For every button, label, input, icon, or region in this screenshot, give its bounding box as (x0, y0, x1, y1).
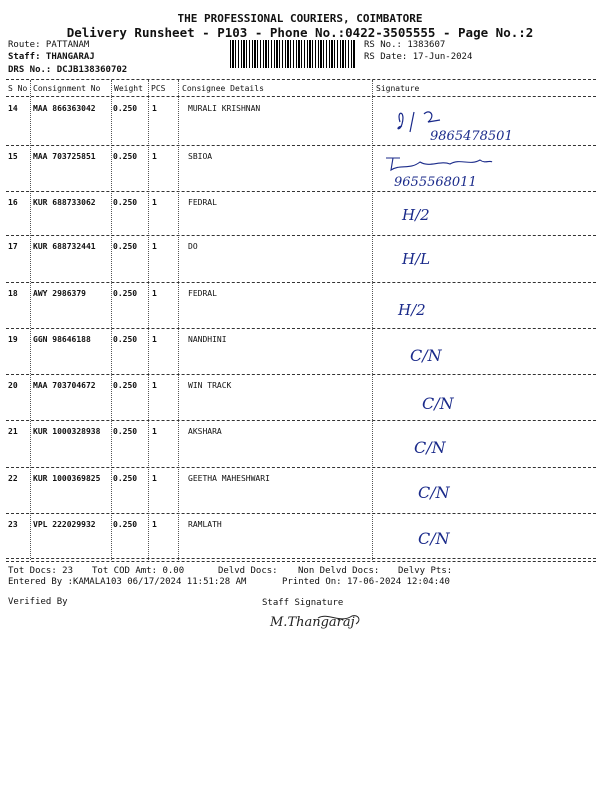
row-pcs: 1 (152, 335, 157, 344)
row-sno: 23 (8, 520, 18, 529)
row-consignment: GGN 98646188 (33, 335, 91, 344)
row-consignee: FEDRAL (188, 198, 217, 207)
row-pcs: 1 (152, 289, 157, 298)
table-row (0, 194, 600, 241)
row-consignment: KUR 1000328938 (33, 427, 101, 436)
signature-phone: 9655568011 (394, 175, 477, 190)
handwritten-signature (380, 240, 580, 282)
signature-mark: C/N (414, 438, 446, 457)
row-weight: 0.250 (113, 104, 138, 113)
row-consignee: GEETHA MAHESHWARI (188, 474, 270, 483)
row-sno: 18 (8, 289, 18, 298)
row-rule (6, 467, 596, 468)
row-weight: 0.250 (113, 152, 138, 161)
row-consignment: MAA 866363042 (33, 104, 96, 113)
row-sno: 21 (8, 427, 18, 436)
signature-mark: C/N (418, 529, 450, 548)
row-rule (6, 374, 596, 375)
col-header-sno: S No (8, 84, 28, 93)
row-consignee: MURALI KRISHNAN (188, 104, 261, 113)
handwritten-signature (380, 150, 580, 192)
table-header-rule (6, 96, 596, 97)
row-pcs: 1 (152, 381, 157, 390)
barcode (230, 40, 356, 68)
table-row (0, 377, 600, 424)
table-row (0, 516, 600, 563)
staff-label: Staff: THANGARAJ (8, 52, 95, 62)
table-row (0, 470, 600, 517)
row-rule (6, 420, 596, 421)
signature-phone: 9865478501 (430, 129, 513, 144)
row-consignment: KUR 1000369825 (33, 474, 101, 483)
non-delivered-docs: Non Delvd Docs: (298, 566, 380, 576)
row-sno: 22 (8, 474, 18, 483)
table-row (0, 238, 600, 285)
row-weight: 0.250 (113, 427, 138, 436)
row-consignee: AKSHARA (188, 427, 222, 436)
row-weight: 0.250 (113, 289, 138, 298)
handwritten-signature (380, 287, 580, 329)
drs-number: DRS No.: DCJB138360702 (8, 65, 128, 75)
row-consignment: AWY 2986379 (33, 289, 86, 298)
staff-signed-name: M.Thangaraj (270, 615, 355, 630)
row-pcs: 1 (152, 242, 157, 251)
signature-mark: C/N (418, 483, 450, 502)
row-weight: 0.250 (113, 381, 138, 390)
handwritten-signature (380, 102, 580, 144)
row-rule (6, 328, 596, 329)
signature-mark: C/N (422, 394, 454, 413)
row-pcs: 1 (152, 104, 157, 113)
row-rule (6, 282, 596, 283)
row-rule (6, 235, 596, 236)
entered-by: Entered By :KAMALA103 06/17/2024 11:51:28 AM (8, 577, 247, 587)
handwritten-signature (380, 196, 580, 238)
row-pcs: 1 (152, 198, 157, 207)
printed-on: Printed On: 17-06-2024 12:04:40 (282, 577, 450, 587)
col-header-pcs: PCS (151, 84, 166, 93)
row-rule (6, 513, 596, 514)
staff-signature-label: Staff Signature (262, 598, 344, 608)
table-row (0, 423, 600, 470)
handwritten-signature (380, 518, 580, 560)
rs-date: RS Date: 17-Jun-2024 (364, 52, 473, 62)
row-sno: 14 (8, 104, 18, 113)
table-row (0, 331, 600, 378)
table-row (0, 285, 600, 332)
signature-mark: H/2 (398, 301, 426, 319)
row-consignment: MAA 703704672 (33, 381, 96, 390)
row-consignee: SBIOA (188, 152, 213, 161)
table-top-rule (6, 79, 596, 80)
row-sno: 16 (8, 198, 18, 207)
row-pcs: 1 (152, 427, 157, 436)
handwritten-signature (380, 425, 580, 467)
row-rule (6, 145, 596, 146)
handwritten-signature (380, 379, 580, 421)
signature-mark: H/L (402, 250, 431, 268)
col-header-consignee: Consignee Details (182, 84, 264, 93)
row-weight: 0.250 (113, 198, 138, 207)
row-sno: 15 (8, 152, 18, 161)
row-weight: 0.250 (113, 474, 138, 483)
table-row (0, 100, 600, 147)
table-row (0, 148, 600, 195)
signature-mark: H/2 (402, 206, 430, 224)
row-rule (6, 191, 596, 192)
row-pcs: 1 (152, 152, 157, 161)
delivery-points: Delvy Pts: (398, 566, 453, 576)
row-sno: 17 (8, 242, 18, 251)
handwritten-signature (380, 333, 580, 375)
runsheet-subtitle: Delivery Runsheet - P103 - Phone No.:0422-3505555 - Page No.:2 (66, 25, 534, 40)
row-weight: 0.250 (113, 335, 138, 344)
col-header-signature: Signature (376, 84, 420, 93)
table-bottom-rule (6, 558, 596, 559)
table-bottom-rule (6, 561, 596, 562)
row-pcs: 1 (152, 474, 157, 483)
signature-mark: C/N (410, 346, 442, 365)
row-weight: 0.250 (113, 242, 138, 251)
total-docs: Tot Docs: 23 (8, 566, 74, 576)
route-label: Route: PATTANAM (8, 40, 90, 50)
row-consignee: NANDHINI (188, 335, 227, 344)
row-sno: 20 (8, 381, 18, 390)
row-sno: 19 (8, 335, 18, 344)
total-cod: Tot COD Amt: 0.00 (92, 566, 185, 576)
rs-number: RS No.: 1383607 (364, 40, 446, 50)
row-consignment: MAA 703725851 (33, 152, 96, 161)
row-consignee: DO (188, 242, 198, 251)
verified-by-label: Verified By (8, 597, 68, 607)
handwritten-signature (380, 472, 580, 514)
col-header-consignment: Consignment No (33, 84, 101, 93)
staff-handwritten-signature (268, 608, 368, 634)
row-consignment: KUR 688732441 (33, 242, 96, 251)
row-consignee: FEDRAL (188, 289, 217, 298)
col-header-weight: Weight (114, 84, 143, 93)
row-consignment: KUR 688733062 (33, 198, 96, 207)
row-weight: 0.250 (113, 520, 138, 529)
row-consignee: WIN TRACK (188, 381, 232, 390)
row-pcs: 1 (152, 520, 157, 529)
delivered-docs: Delvd Docs: (218, 566, 278, 576)
company-title: THE PROFESSIONAL COURIERS, COIMBATORE (177, 12, 423, 25)
row-consignment: VPL 222029932 (33, 520, 96, 529)
row-consignee: RAMLATH (188, 520, 222, 529)
